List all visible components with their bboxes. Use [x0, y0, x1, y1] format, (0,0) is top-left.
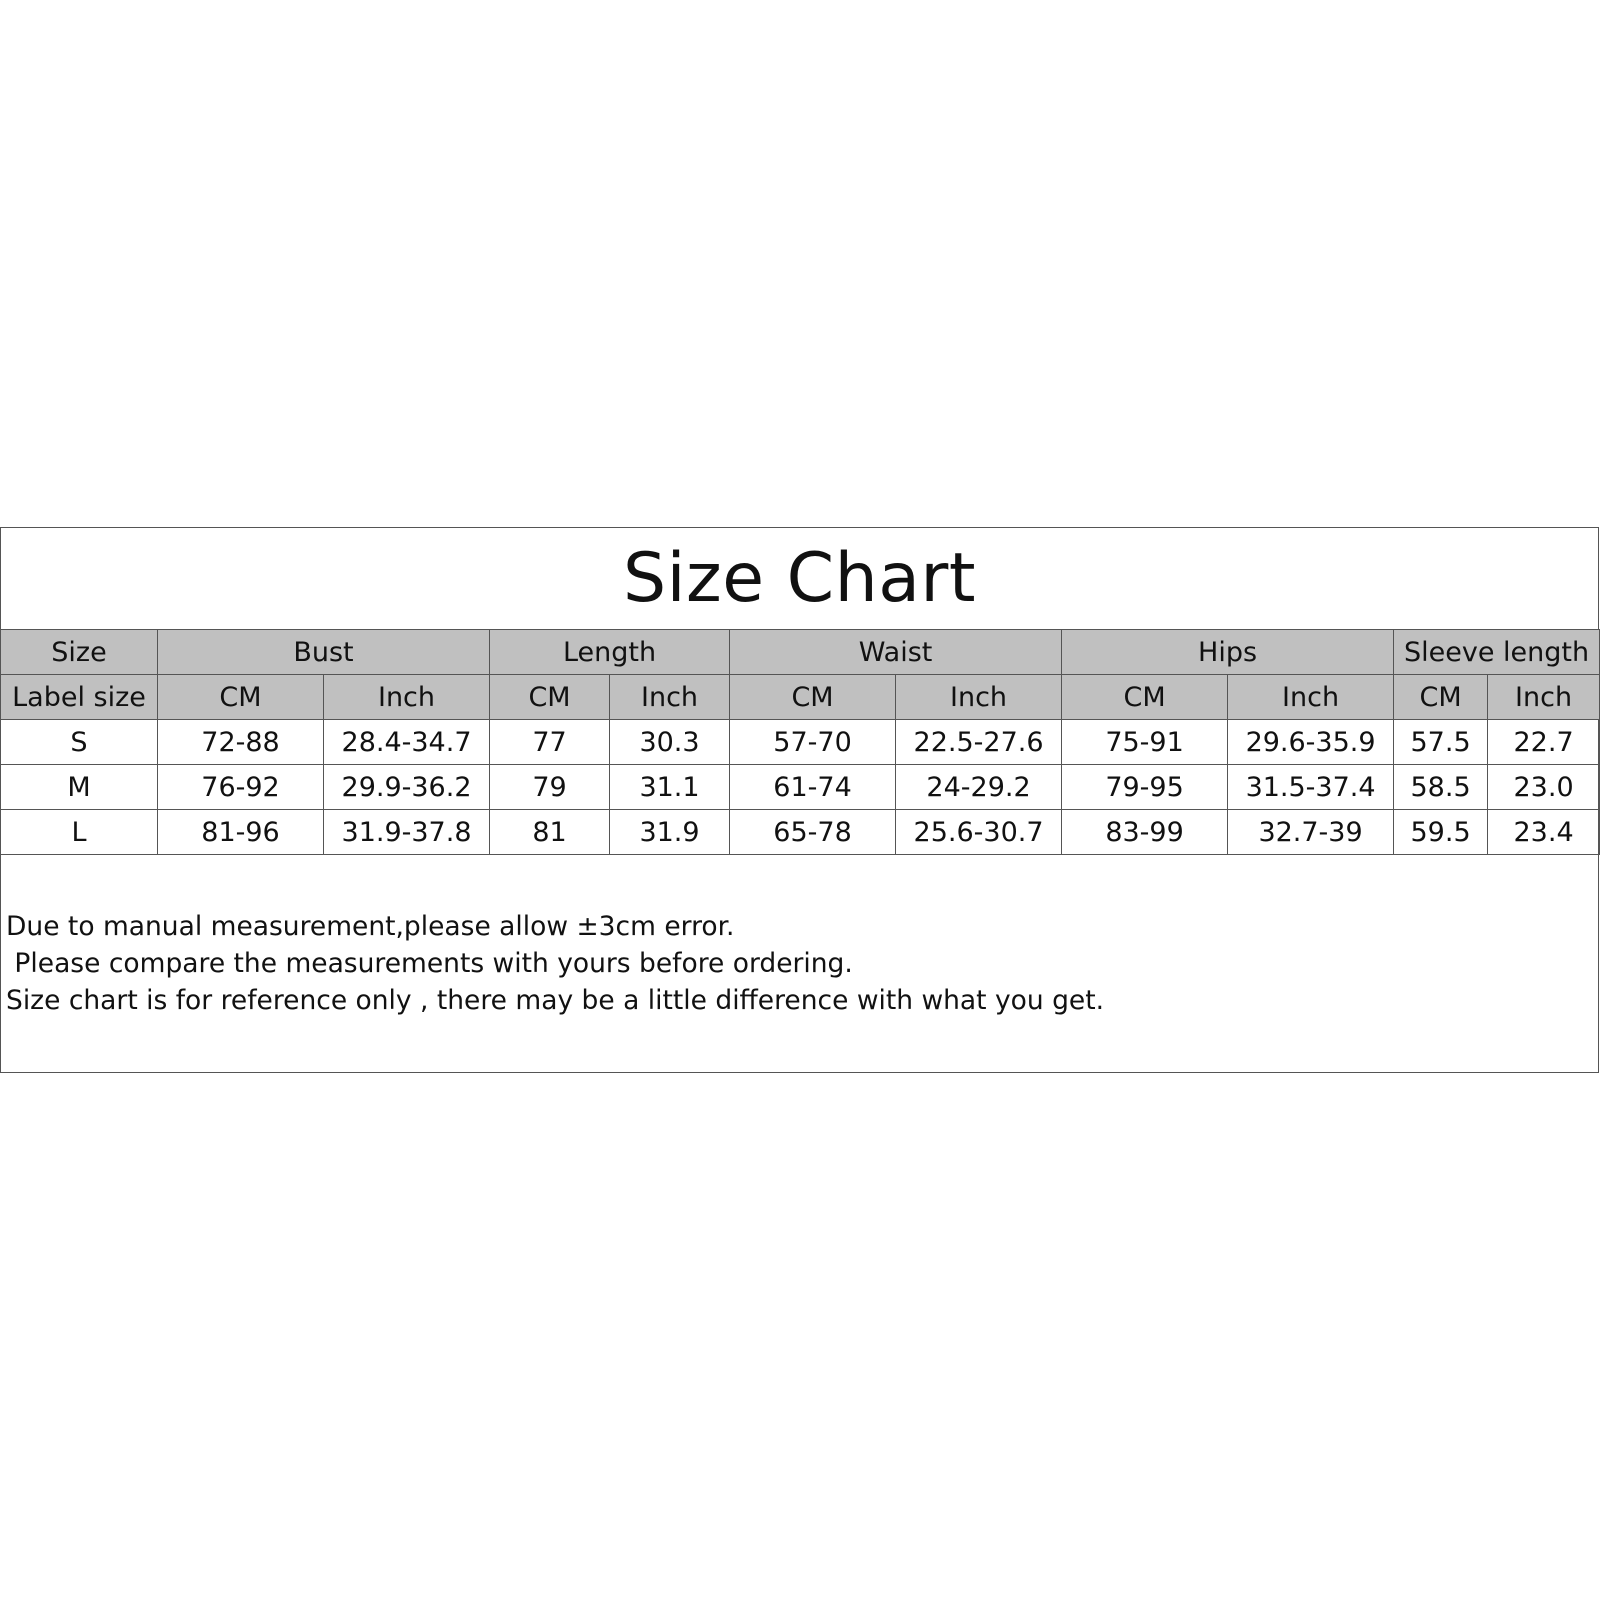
table-cell: 57-70 [730, 720, 896, 765]
table-cell: 77 [490, 720, 610, 765]
size-table [0, 629, 1600, 855]
notes [6, 908, 1104, 1019]
table-cell: L [1, 810, 158, 855]
table-cell: 81 [490, 810, 610, 855]
header-hips: Hips [1062, 630, 1394, 675]
table-cell: 23.0 [1488, 765, 1600, 810]
subheader-hips-cm: CM [1062, 675, 1228, 720]
subheader-bust-inch: Inch [324, 675, 490, 720]
table-cell: 83-99 [1062, 810, 1228, 855]
header-waist: Waist [730, 630, 1062, 675]
table-cell: 32.7-39 [1228, 810, 1394, 855]
note-line: Please compare the measurements with yours before ordering. [6, 948, 853, 979]
table-cell: 25.6-30.7 [896, 810, 1062, 855]
table-row [1, 765, 1600, 810]
table-cell: 29.6-35.9 [1228, 720, 1394, 765]
header-sleeve-length: Sleeve length [1394, 630, 1600, 675]
subheader-sleeve-cm: CM [1394, 675, 1488, 720]
table-cell: 59.5 [1394, 810, 1488, 855]
subheader-waist-cm: CM [730, 675, 896, 720]
table-cell: S [1, 720, 158, 765]
subheader-length-inch: Inch [610, 675, 730, 720]
table-cell: 58.5 [1394, 765, 1488, 810]
table-cell: 31.9-37.8 [324, 810, 490, 855]
table-cell: 24-29.2 [896, 765, 1062, 810]
table-cell: 81-96 [158, 810, 324, 855]
table-cell: 31.9 [610, 810, 730, 855]
table-cell: 61-74 [730, 765, 896, 810]
table-cell: 31.5-37.4 [1228, 765, 1394, 810]
table-cell: 22.7 [1488, 720, 1600, 765]
table-cell: 79 [490, 765, 610, 810]
header-size: Size [1, 630, 158, 675]
table-row [1, 720, 1600, 765]
table-cell: 76-92 [158, 765, 324, 810]
table-cell: 65-78 [730, 810, 896, 855]
note-line: Size chart is for reference only , there may be a little difference with what you get. [6, 985, 1105, 1016]
table-cell: M [1, 765, 158, 810]
table-row [1, 810, 1600, 855]
subheader-waist-inch: Inch [896, 675, 1062, 720]
subheader-bust-cm: CM [158, 675, 324, 720]
sub-header-row [1, 675, 1600, 720]
subheader-hips-inch: Inch [1228, 675, 1394, 720]
note-line: Due to manual measurement,please allow ±3cm error. [6, 911, 735, 942]
table-cell: 31.1 [610, 765, 730, 810]
group-header-row [1, 630, 1600, 675]
subheader-length-cm: CM [490, 675, 610, 720]
table-cell: 72-88 [158, 720, 324, 765]
subheader-sleeve-inch: Inch [1488, 675, 1600, 720]
table-cell: 23.4 [1488, 810, 1600, 855]
table-cell: 57.5 [1394, 720, 1488, 765]
header-length: Length [490, 630, 730, 675]
size-chart [0, 527, 1599, 1073]
header-bust: Bust [158, 630, 490, 675]
table-cell: 29.9-36.2 [324, 765, 490, 810]
table-cell: 30.3 [610, 720, 730, 765]
chart-title: Size Chart [622, 539, 977, 618]
table-cell: 75-91 [1062, 720, 1228, 765]
table-cell: 28.4-34.7 [324, 720, 490, 765]
table-cell: 79-95 [1062, 765, 1228, 810]
subheader-label-size: Label size [1, 675, 158, 720]
table-cell: 22.5-27.6 [896, 720, 1062, 765]
